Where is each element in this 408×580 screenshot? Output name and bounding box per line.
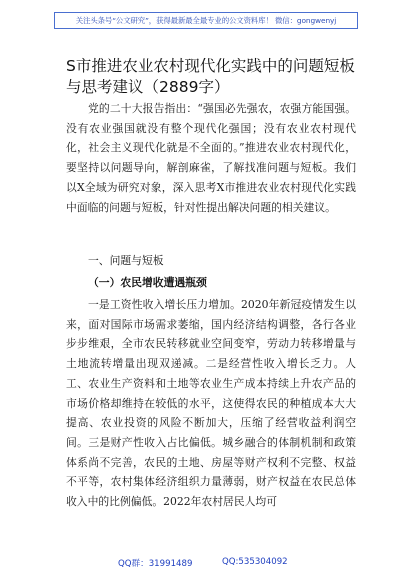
qq-group-link[interactable]: QQ群：31991489 [118, 559, 193, 569]
body-paragraph: 一是工资性收入增长压力增加。2020年新冠疫情发生以来，面对国际市场需求萎缩，国内经济结构调整，各行各业步步维艰，全市农民转移就业空间变窄，劳动力转移增量与土地流转增量出现双递减。二是经营性收入增长乏力。人工、农业生产资料和土地等农业生产成本持续上升农产品的市场价格却维持在较低的水平，这使得农民的种植成本大大提高、农业投资的风险不断加大，压缩了经营收益利润空间。三是财产性收入占比偏低。城乡融合的体制机制和政策体系尚不完善，农民的土地、房屋等财产权利不完整、权益不平等，农村集体经济组织力量薄弱，财产权益在农民总体收入中的比例偏低。2022年农村居民人均可 [66, 298, 356, 509]
promo-banner-text: 关注头条号“公文研究”，获得最新最全最专业的公文资料库！ 微信：gongwenyj [75, 16, 337, 25]
intro-paragraph: 党的二十大报告指出：“强国必先强农，农强方能国强。没有农业强国就没有整个现代化强国；没有农业农村现代化，社会主义现代化就是不全面的。”推进农业农村现代化，要坚持以问题导向，解剖麻雀，了解找准问题与短板。我们以X全域为研究对象，深入思考X市推进农业农村现代化实践中面临的问题与短板，针对性提出解决问题的相关建议。 [66, 102, 356, 214]
contact-footer [0, 557, 408, 573]
document-title: S市推进农业农村现代化实践中的问题短板与思考建议（2889字） [66, 57, 355, 96]
section-heading: 一、问题与短板 [88, 254, 164, 267]
subsection-heading: （一）农民增收遭遇瓶颈 [88, 276, 207, 289]
promo-banner [54, 12, 358, 29]
qq-contact-link[interactable]: QQ:535304092 [222, 557, 288, 567]
